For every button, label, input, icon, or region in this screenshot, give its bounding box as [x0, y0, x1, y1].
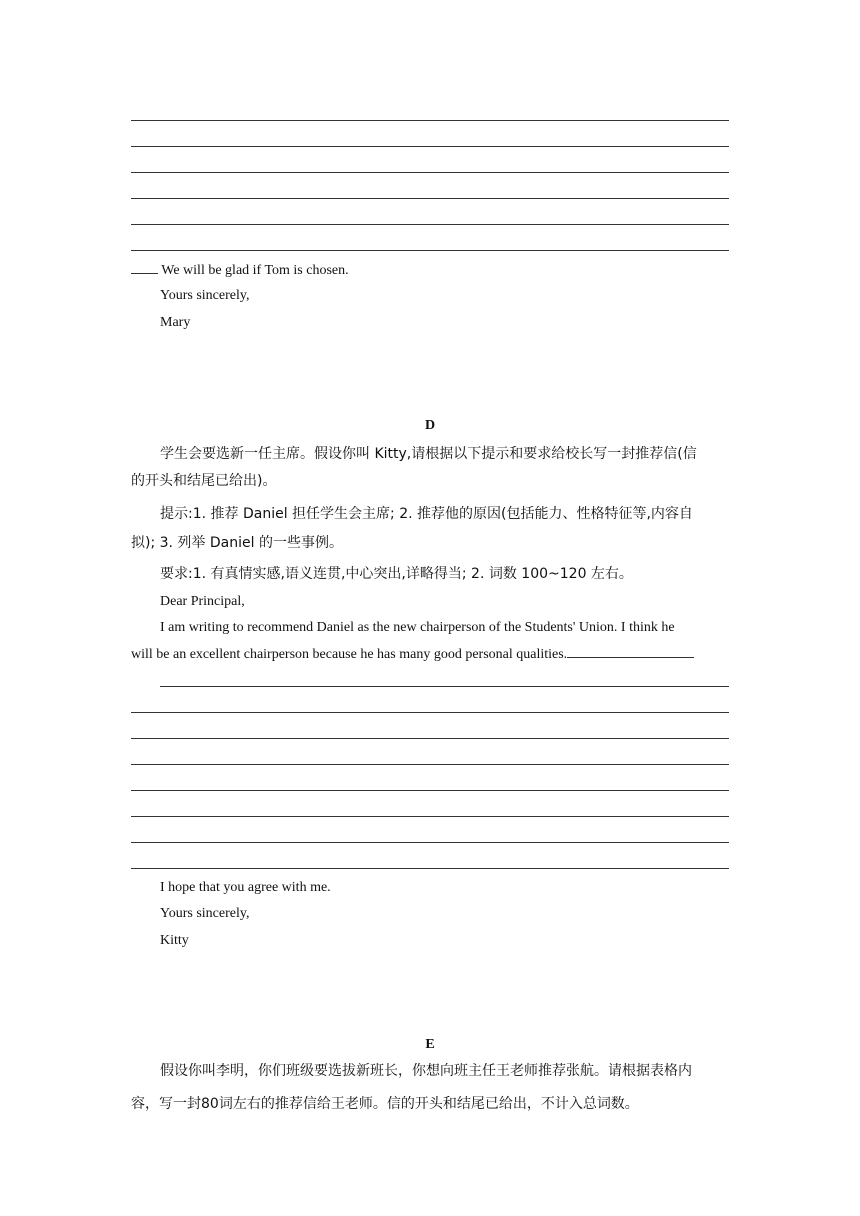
writing-line[interactable]	[131, 712, 729, 713]
writing-line[interactable]	[131, 146, 729, 147]
requirement-line: 要求:1. 有真情实感,语义连贯,中心突出,详略得当; 2. 词数 100~120 左右。	[160, 566, 633, 582]
writing-line[interactable]	[131, 816, 729, 817]
sign-off-c: Yours sincerely,	[160, 288, 250, 303]
writing-line[interactable]	[131, 172, 729, 173]
hint-line: 拟); 3. 列举 Daniel 的一些事例。	[131, 535, 343, 551]
writing-line[interactable]	[131, 738, 729, 739]
writing-line[interactable]	[131, 250, 729, 251]
writing-line[interactable]	[160, 686, 729, 687]
hint-line: 提示:1. 推荐 Daniel 担任学生会主席; 2. 推荐他的原因(包括能力、性格特征等,内容自	[160, 506, 693, 522]
section-heading-d: D	[424, 418, 436, 433]
closing-line-c: We will be glad if Tom is chosen.	[131, 261, 349, 280]
writing-line[interactable]	[131, 120, 729, 121]
signature-c: Mary	[160, 315, 191, 330]
prompt-line: 的开头和结尾已给出)。	[131, 473, 277, 489]
prompt-line: 学生会要选新一任主席。假设你叫 Kitty,请根据以下提示和要求给校长写一封推荐信(信	[160, 446, 697, 462]
section-heading-e: E	[425, 1037, 435, 1052]
answer-blank[interactable]	[567, 645, 694, 658]
writing-line[interactable]	[131, 198, 729, 199]
writing-line[interactable]	[131, 868, 729, 869]
closing-line-d: I hope that you agree with me.	[160, 880, 331, 895]
writing-line[interactable]	[131, 764, 729, 765]
signature-d: Kitty	[160, 933, 189, 948]
writing-line[interactable]	[131, 842, 729, 843]
sign-off-d: Yours sincerely,	[160, 906, 250, 921]
prompt-line: 容，写一封80词左右的推荐信给王老师。信的开头和结尾已给出，不计入总词数。	[131, 1096, 639, 1112]
writing-line[interactable]	[131, 790, 729, 791]
letter-body-line: I am writing to recommend Daniel as the new chairperson of the Students' Union. I think he	[160, 620, 675, 635]
greeting: Dear Principal,	[160, 594, 245, 609]
writing-line[interactable]	[131, 224, 729, 225]
letter-body-line: will be an excellent chairperson because he has many good personal qualities.	[131, 645, 694, 664]
prompt-line: 假设你叫李明，你们班级要选拔新班长，你想向班主任王老师推荐张航。请根据表格内	[160, 1063, 692, 1079]
answer-blank[interactable]	[131, 261, 158, 274]
